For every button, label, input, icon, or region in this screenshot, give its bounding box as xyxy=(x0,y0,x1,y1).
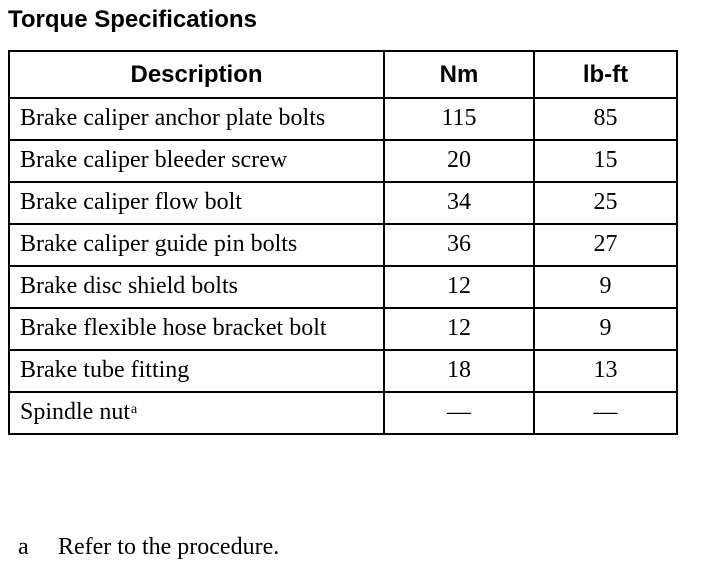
column-header-nm: Nm xyxy=(384,51,534,98)
column-header-description: Description xyxy=(9,51,384,98)
description-cell xyxy=(9,392,384,434)
description-cell: Brake caliper flow bolt xyxy=(9,182,384,224)
description-cell: Brake caliper anchor plate bolts xyxy=(9,98,384,140)
lbft-cell: — xyxy=(534,392,677,434)
table-row xyxy=(9,392,677,434)
footnote-reference: a xyxy=(131,402,138,417)
lbft-cell: 85 xyxy=(534,98,677,140)
table-row xyxy=(9,182,677,224)
description-cell: Brake disc shield bolts xyxy=(9,266,384,308)
nm-cell: 34 xyxy=(384,182,534,224)
table-row xyxy=(9,350,677,392)
lbft-cell: 25 xyxy=(534,182,677,224)
description-text: Spindle nut xyxy=(20,399,131,425)
torque-spec-table xyxy=(8,50,678,435)
nm-cell: 36 xyxy=(384,224,534,266)
lbft-cell: 13 xyxy=(534,350,677,392)
page-title: Torque Specifications xyxy=(8,6,257,33)
description-cell: Brake flexible hose bracket bolt xyxy=(9,308,384,350)
table-row xyxy=(9,266,677,308)
column-header-lbft: lb-ft xyxy=(534,51,677,98)
table-row xyxy=(9,98,677,140)
lbft-cell: 9 xyxy=(534,308,677,350)
nm-cell: — xyxy=(384,392,534,434)
lbft-cell: 15 xyxy=(534,140,677,182)
footnote-mark: a xyxy=(18,534,29,560)
description-cell: Brake caliper guide pin bolts xyxy=(9,224,384,266)
description-cell: Brake caliper bleeder screw xyxy=(9,140,384,182)
description-cell: Brake tube fitting xyxy=(9,350,384,392)
table-row xyxy=(9,308,677,350)
nm-cell: 20 xyxy=(384,140,534,182)
table-header-row xyxy=(9,51,677,98)
nm-cell: 115 xyxy=(384,98,534,140)
footnote-text: Refer to the procedure. xyxy=(58,534,280,560)
table-row xyxy=(9,224,677,266)
lbft-cell: 9 xyxy=(534,266,677,308)
nm-cell: 12 xyxy=(384,266,534,308)
lbft-cell: 27 xyxy=(534,224,677,266)
nm-cell: 18 xyxy=(384,350,534,392)
nm-cell: 12 xyxy=(384,308,534,350)
footnote xyxy=(18,532,279,562)
table-row xyxy=(9,140,677,182)
